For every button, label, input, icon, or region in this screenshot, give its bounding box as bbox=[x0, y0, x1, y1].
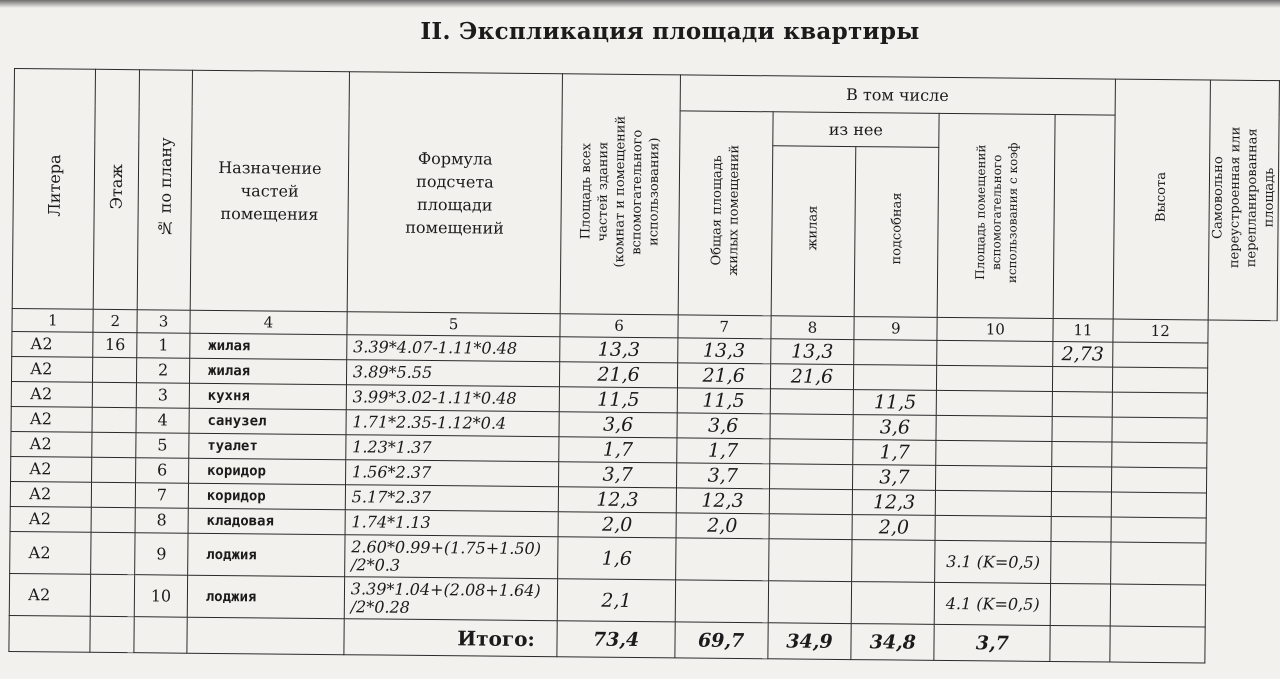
cell-height bbox=[1052, 416, 1111, 442]
cell-litera: А2 bbox=[9, 573, 91, 616]
cell-total-living: 12,3 bbox=[676, 488, 769, 514]
cell-number: 7 bbox=[135, 483, 188, 509]
formula-line: 1.56*2.37 bbox=[351, 462, 432, 483]
cell-total-living bbox=[675, 580, 768, 623]
cell-self-built bbox=[1112, 392, 1208, 418]
cell-formula bbox=[346, 435, 560, 462]
cell-coef bbox=[935, 515, 1051, 541]
cell-total-living: 21,6 bbox=[677, 363, 770, 389]
header-no-plan: № по плану bbox=[137, 70, 192, 310]
header-area-all bbox=[560, 74, 680, 315]
cell-litera: А2 bbox=[11, 381, 93, 407]
empty-cell bbox=[1050, 625, 1110, 662]
cell-coef bbox=[936, 415, 1052, 441]
cell-coef bbox=[937, 340, 1053, 366]
total-living: 34,9 bbox=[767, 623, 851, 660]
header-in-that: В том числе bbox=[680, 75, 1115, 115]
cell-living bbox=[770, 414, 854, 440]
header-line: Самовольно bbox=[1210, 155, 1227, 239]
header-line: помещений bbox=[405, 217, 504, 238]
empty-cell bbox=[1109, 626, 1205, 663]
total-coef: 3,7 bbox=[934, 624, 1050, 661]
cell-floor bbox=[92, 457, 136, 482]
formula-line: 5.17*2.37 bbox=[351, 487, 432, 508]
header-line: Назначение bbox=[218, 157, 322, 178]
cell-litera: А2 bbox=[11, 456, 93, 482]
cell-height bbox=[1053, 391, 1112, 417]
header-line: частей здания bbox=[595, 141, 612, 242]
column-number: 9 bbox=[854, 317, 937, 341]
cell-litera: А2 bbox=[10, 531, 92, 574]
cell-aux: 2,0 bbox=[852, 515, 935, 541]
cell-room-name: кладовая bbox=[188, 508, 345, 535]
cell-aux bbox=[852, 540, 935, 583]
cell-floor: 16 bbox=[93, 332, 137, 357]
cell-height bbox=[1051, 541, 1111, 584]
cell-formula bbox=[345, 510, 559, 537]
cell-floor bbox=[91, 507, 135, 532]
cell-formula bbox=[347, 335, 561, 362]
header-line: использования с коэф bbox=[1004, 142, 1021, 284]
empty-cell bbox=[187, 617, 344, 655]
cell-formula bbox=[346, 360, 560, 387]
formula-line: 3.39*4.07-1.11*0.48 bbox=[353, 337, 518, 358]
cell-living bbox=[768, 581, 852, 624]
header-auxiliary: подсобная bbox=[854, 147, 939, 318]
formula-line: 1.74*1.13 bbox=[351, 512, 431, 533]
cell-number: 8 bbox=[135, 508, 188, 534]
formula-line: /2*0.3 bbox=[350, 554, 401, 575]
cell-aux: 3,6 bbox=[853, 415, 936, 441]
header-row-1 bbox=[14, 69, 1279, 117]
cell-number: 3 bbox=[136, 383, 189, 409]
cell-living bbox=[770, 389, 854, 415]
header-litera: Литера bbox=[12, 69, 96, 310]
cell-room-name: коридор bbox=[188, 458, 345, 485]
empty-cell bbox=[9, 615, 91, 652]
cell-living: 21,6 bbox=[770, 364, 854, 390]
explication-sheet bbox=[8, 68, 1280, 664]
cell-number: 9 bbox=[135, 533, 188, 576]
header-line: помещения bbox=[220, 203, 319, 224]
cell-living bbox=[769, 489, 853, 515]
header-line: перепланированная bbox=[1244, 127, 1261, 267]
total-aux: 34,8 bbox=[851, 624, 934, 661]
cell-floor bbox=[91, 532, 135, 574]
cell-living: 13,3 bbox=[770, 339, 854, 365]
column-number: 5 bbox=[347, 312, 561, 337]
cell-coef bbox=[937, 365, 1053, 391]
cell-area: 1,6 bbox=[558, 537, 676, 580]
column-number: 10 bbox=[937, 317, 1053, 341]
cell-number: 2 bbox=[137, 358, 190, 384]
cell-room-name: жилая bbox=[189, 358, 346, 385]
cell-room-name: лоджия bbox=[187, 533, 344, 577]
cell-coef bbox=[936, 465, 1052, 491]
column-number: 6 bbox=[560, 314, 678, 338]
cell-total-living: 3,7 bbox=[676, 463, 769, 489]
cell-self-built bbox=[1111, 417, 1207, 443]
cell-area: 1,7 bbox=[559, 437, 677, 463]
cell-floor bbox=[93, 357, 137, 382]
header-line: переустроенная или bbox=[1227, 126, 1244, 268]
cell-floor bbox=[92, 482, 136, 507]
cell-formula bbox=[346, 385, 560, 412]
header-height: Высота bbox=[1113, 79, 1211, 320]
cell-aux bbox=[854, 365, 937, 391]
header-etazh: Этаж bbox=[94, 69, 140, 309]
cell-room-name: лоджия bbox=[187, 575, 344, 619]
header-total-living bbox=[678, 111, 773, 316]
formula-line: 2.60*0.99+(1.75+1.50) bbox=[351, 536, 542, 558]
explication-table bbox=[8, 68, 1280, 664]
header-living: жилая bbox=[771, 146, 856, 317]
cell-coef bbox=[936, 440, 1052, 466]
header-line: вспомогательного bbox=[988, 155, 1005, 271]
formula-line: /2*0.28 bbox=[350, 596, 410, 617]
cell-area: 3,7 bbox=[559, 462, 677, 488]
header-self-built bbox=[1208, 80, 1279, 321]
column-number: 4 bbox=[190, 310, 347, 335]
column-number: 3 bbox=[137, 310, 190, 334]
header-line: Формула bbox=[417, 148, 493, 169]
formula-line: 3.89*5.55 bbox=[352, 362, 433, 383]
cell-aux: 11,5 bbox=[854, 390, 937, 416]
cell-litera: А2 bbox=[10, 506, 92, 532]
cell-total-living bbox=[675, 538, 768, 581]
cell-living bbox=[769, 439, 853, 465]
formula-line: 1.71*2.35-1.12*0.4 bbox=[352, 412, 507, 433]
cell-self-built bbox=[1110, 584, 1206, 627]
cell-room-name: туалет bbox=[189, 433, 346, 460]
formula-line: 1.23*1.37 bbox=[352, 437, 432, 458]
header-line: (комнат и помещений bbox=[612, 115, 629, 268]
cell-floor bbox=[92, 432, 136, 457]
header-line: подсчета bbox=[416, 171, 494, 192]
cell-room-name: жилая bbox=[190, 333, 347, 360]
cell-litera: А2 bbox=[10, 481, 92, 507]
cell-living bbox=[768, 539, 852, 582]
formula-line: 3.99*3.02-1.11*0.48 bbox=[352, 387, 517, 408]
cell-total-living: 3,6 bbox=[677, 413, 770, 439]
cell-formula bbox=[345, 485, 559, 512]
cell-coef bbox=[936, 390, 1052, 416]
column-number: 2 bbox=[93, 309, 137, 332]
page-title: II. Экспликация площади квартиры bbox=[420, 18, 920, 45]
cell-formula bbox=[345, 460, 559, 487]
column-number: 12 bbox=[1112, 319, 1208, 343]
cell-room-name: кухня bbox=[189, 383, 346, 410]
cell-self-built bbox=[1111, 467, 1207, 493]
cell-area: 2,1 bbox=[558, 579, 676, 622]
cell-room-name: коридор bbox=[188, 483, 345, 510]
cell-height bbox=[1051, 516, 1110, 542]
top-edge-shadow bbox=[0, 0, 1280, 8]
column-number: 8 bbox=[770, 316, 854, 340]
cell-height bbox=[1052, 491, 1111, 517]
cell-living bbox=[769, 514, 853, 540]
cell-area: 2,0 bbox=[558, 512, 676, 538]
cell-aux bbox=[854, 340, 937, 366]
cell-floor bbox=[93, 382, 137, 407]
cell-area: 13,3 bbox=[560, 337, 678, 363]
column-number: 11 bbox=[1053, 318, 1112, 342]
cell-coef: 4.1 (K=0,5) bbox=[934, 582, 1050, 625]
cell-height bbox=[1052, 441, 1111, 467]
cell-room-name: санузел bbox=[189, 408, 346, 435]
cell-height: 2,73 bbox=[1053, 341, 1112, 367]
cell-aux: 12,3 bbox=[853, 490, 936, 516]
cell-self-built bbox=[1110, 542, 1206, 585]
header-naznachenie bbox=[190, 70, 349, 311]
header-line: вспомогательного bbox=[629, 128, 646, 255]
cell-height bbox=[1051, 583, 1111, 626]
cell-total-living: 13,3 bbox=[677, 338, 770, 364]
column-number: 1 bbox=[12, 308, 94, 332]
cell-coef: 3.1 (K=0,5) bbox=[935, 540, 1051, 583]
cell-formula bbox=[346, 410, 560, 437]
cell-area: 11,5 bbox=[560, 387, 678, 413]
cell-aux bbox=[852, 582, 935, 625]
totals-label: Итого: bbox=[344, 619, 558, 657]
header-aux-coef bbox=[937, 113, 1055, 318]
cell-total-living: 2,0 bbox=[676, 513, 769, 539]
cell-self-built bbox=[1111, 492, 1207, 518]
cell-litera: А2 bbox=[11, 356, 93, 382]
cell-number: 1 bbox=[137, 333, 190, 359]
cell-number: 10 bbox=[134, 575, 187, 618]
cell-number: 4 bbox=[136, 408, 189, 434]
header-line: частей bbox=[240, 181, 299, 201]
empty-cell bbox=[90, 616, 134, 652]
cell-floor bbox=[91, 574, 135, 616]
header-line: площади bbox=[416, 194, 493, 215]
cell-area: 3,6 bbox=[559, 412, 677, 438]
cell-living bbox=[769, 464, 853, 490]
cell-formula bbox=[344, 535, 558, 579]
header-line: площадь bbox=[1261, 167, 1278, 228]
cell-area: 12,3 bbox=[559, 487, 677, 513]
header-formula bbox=[347, 72, 563, 314]
header-line: Площадь всех bbox=[578, 142, 595, 240]
header-line: использования) bbox=[646, 137, 663, 246]
cell-self-built bbox=[1112, 342, 1208, 368]
header-line: жилых помещений bbox=[725, 144, 742, 276]
empty-cell bbox=[134, 617, 187, 654]
cell-height bbox=[1052, 466, 1111, 492]
column-number: 7 bbox=[678, 315, 771, 339]
cell-self-built bbox=[1111, 517, 1207, 543]
cell-total-living: 1,7 bbox=[676, 438, 769, 464]
cell-floor bbox=[92, 407, 136, 432]
cell-litera: А2 bbox=[12, 331, 94, 357]
cell-height bbox=[1053, 366, 1112, 392]
cell-litera: А2 bbox=[11, 406, 93, 432]
header-line: Площадь помещений bbox=[972, 145, 989, 281]
cell-number: 5 bbox=[136, 433, 189, 459]
formula-line: 3.39*1.04+(2.08+1.64) bbox=[350, 578, 541, 600]
cell-number: 6 bbox=[136, 458, 189, 484]
cell-formula bbox=[344, 577, 558, 621]
cell-coef bbox=[936, 490, 1052, 516]
cell-aux: 3,7 bbox=[853, 465, 936, 491]
total-area: 73,4 bbox=[557, 621, 675, 658]
cell-total-living: 11,5 bbox=[677, 388, 770, 414]
header-line: Общая площадь bbox=[708, 155, 725, 266]
cell-litera: А2 bbox=[11, 431, 93, 457]
header-of-which: из нее bbox=[772, 112, 939, 148]
cell-self-built bbox=[1111, 442, 1207, 468]
cell-aux: 1,7 bbox=[853, 440, 936, 466]
total-living-area: 69,7 bbox=[675, 622, 768, 659]
cell-self-built bbox=[1112, 367, 1208, 393]
cell-area: 21,6 bbox=[560, 362, 678, 388]
